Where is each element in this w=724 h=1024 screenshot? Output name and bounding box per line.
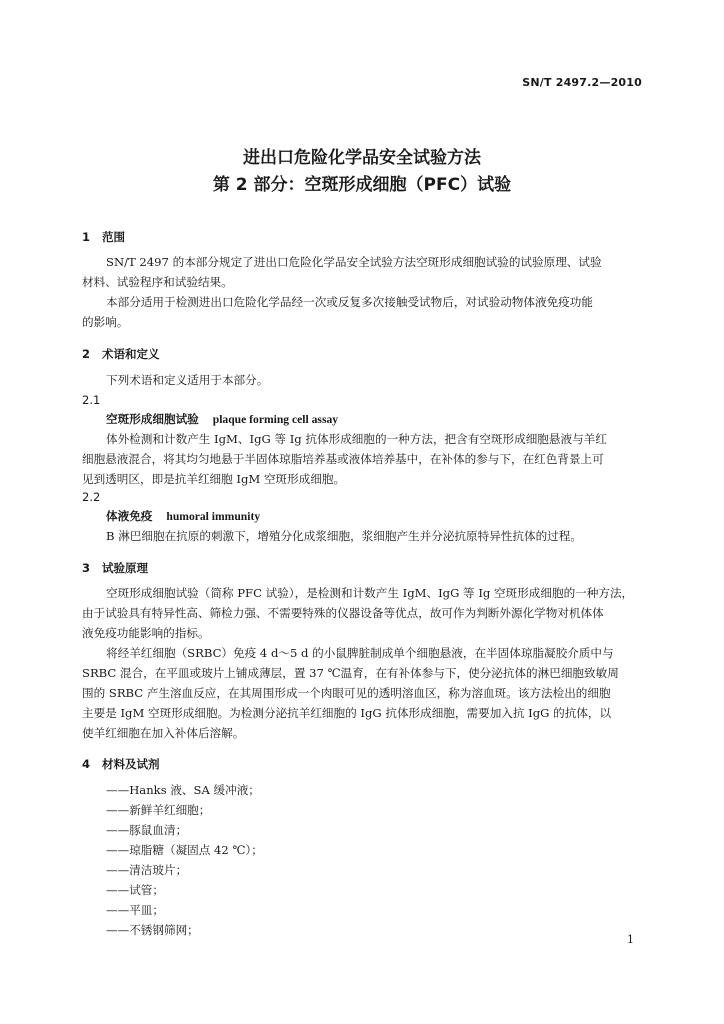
material-item: ——不锈钢筛网； [106,923,199,937]
term-2-1-definition-line-1: 体外检测和计数产生 IgM、IgG 等 Ig 抗体形成细胞的一种方法，把含有空斑形成细胞悬液与羊红 [106,432,607,446]
scope-paragraph-1-line-1: SN/T 2497 的本部分规定了进出口危险化学品安全试验方法空斑形成细胞试验的试验原理、试验 [106,255,602,269]
page-number: 1 [627,933,634,946]
section-number: 3 [82,561,91,575]
term-zh: 体液免疫 [106,509,153,523]
section-number: 1 [82,230,91,244]
principle-paragraph-2-line-5: 使羊红细胞在加入补体后溶解。 [82,726,245,740]
section-heading-1 [82,229,125,245]
material-item: ——清洁玻片； [106,863,188,877]
principle-paragraph-2-line-4: 主要是 IgM 空斑形成细胞。为检测分泌抗羊红细胞的 IgG 抗体形成细胞，需要加入抗 IgG 的抗体，以 [82,706,612,720]
term-2-1-definition-line-3: 见到透明区，即是抗羊红细胞 IgM 空斑形成细胞。 [82,472,346,486]
term-2-1-definition-line-2: 细胞悬液混合，将其均匀地悬于半固体琼脂培养基或液体培养基中，在补体的参与下，在红色背景上可 [82,452,604,466]
section-title: 术语和定义 [102,347,160,361]
term-en: plaque forming cell assay [212,413,339,426]
principle-paragraph-2-line-1: 将经羊红细胞（SRBC）免疫 4 d～5 d 的小鼠脾脏制成单个细胞悬液，在半固体琼脂凝胶介质中与 [106,646,614,660]
section-heading-4 [82,756,160,772]
material-item: ——琼脂糖（凝固点 42 ℃）； [106,843,263,857]
section-title: 试验原理 [102,561,148,575]
section-title: 范围 [102,230,125,244]
scope-paragraph-2-line-2: 的影响。 [82,315,129,329]
term-2-1-heading [106,411,338,427]
material-item: ——试管； [106,883,164,897]
material-item: ——平皿； [106,903,164,917]
material-item: ——豚鼠血清； [106,823,188,837]
document-title: 进出口危险化学品安全试验方法 [243,148,481,168]
term-number-2-1: 2.1 [82,393,101,407]
principle-paragraph-1-line-2: 由于试验具有特异性高、筛检力强、不需要特殊的仪器设备等优点，故可作为判断外源化学物对机体体 [82,606,604,620]
principle-paragraph-1-line-1: 空斑形成细胞试验（简称 PFC 试验），是检测和计数产生 IgM、IgG 等 Ig 空斑形成细胞的一种方法， [106,586,634,600]
term-2-2-definition-line-1: B 淋巴细胞在抗原的刺激下，增殖分化成浆细胞，浆细胞产生并分泌抗原特异性抗体的过程。 [106,529,582,543]
term-2-2-heading [106,508,260,524]
section-title: 材料及试剂 [102,757,160,771]
standard-code: SN/T 2497.2—2010 [522,76,642,89]
section-number: 2 [82,347,91,361]
term-en: humoral immunity [166,510,261,523]
principle-paragraph-2-line-2: SRBC 混合，在平皿或玻片上铺成薄层，置 37 ℃温育，在有补体参与下，使分泌抗体的淋巴细胞致敏周 [82,666,619,680]
material-item: ——Hanks 液、SA 缓冲液； [106,783,260,797]
principle-paragraph-1-line-3: 液免疫功能影响的指标。 [82,626,210,640]
section-number: 4 [82,757,91,771]
section-heading-3 [82,560,148,576]
material-item: ——新鲜羊红细胞； [106,803,211,817]
term-zh: 空斑形成细胞试验 [106,412,199,426]
term-number-2-2: 2.2 [82,490,101,504]
scope-paragraph-1-line-2: 材料、试验程序和试验结果。 [82,275,233,289]
principle-paragraph-2-line-3: 围的 SRBC 产生溶血反应，在其周围形成一个肉眼可见的透明溶血区，称为溶血斑。该方法检出的细胞 [82,686,611,700]
terms-intro: 下列术语和定义适用于本部分。 [106,373,269,387]
section-heading-2 [82,346,160,362]
document-subtitle: 第 2 部分：空斑形成细胞（PFC）试验 [212,175,512,195]
scope-paragraph-2-line-1: 本部分适用于检测进出口危险化学品经一次或反复多次接触受试物后，对试验动物体液免疫功能 [106,295,593,309]
